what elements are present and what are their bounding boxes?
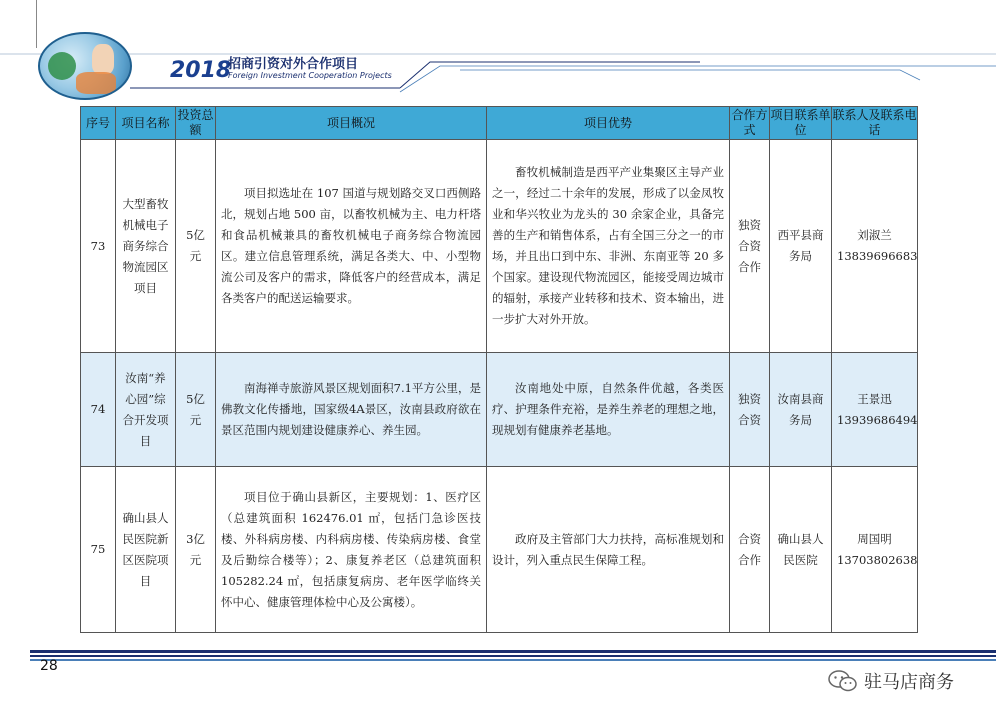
- col-header-cooperation: 合作方式: [730, 107, 770, 140]
- cell-unit: 确山县人民医院: [770, 467, 832, 633]
- watermark: [828, 668, 954, 694]
- table-header-row: [81, 107, 918, 140]
- cell-no: 74: [81, 353, 116, 467]
- cell-contact: [832, 353, 918, 467]
- contact-name: 刘淑兰: [857, 228, 892, 242]
- col-header-no: 序号: [81, 107, 116, 140]
- page-number: 28: [40, 658, 58, 674]
- cell-investment: 3亿元: [176, 467, 216, 633]
- cell-advantage: 汝南地处中原，自然条件优越，各类医疗、护理条件充裕，是养生养老的理想之地，现规划有健康养老基地。: [487, 353, 730, 467]
- projects-table: [80, 106, 918, 633]
- cell-no: 73: [81, 140, 116, 353]
- cell-investment: 5亿元: [176, 353, 216, 467]
- contact-phone: 13839696683: [837, 249, 918, 263]
- cell-project-name: 大型畜牧机械电子商务综合物流园区项目: [116, 140, 176, 353]
- header-decoration: [0, 40, 996, 110]
- cell-investment: 5亿元: [176, 140, 216, 353]
- cell-unit: 汝南县商务局: [770, 353, 832, 467]
- col-header-unit: 项目联系单位: [770, 107, 832, 140]
- header-title-english: Foreign Investment Cooperation Projects: [228, 71, 392, 80]
- cell-advantage: 畜牧机械制造是西平产业集聚区主导产业之一，经过二十余年的发展，形成了以金凤牧业和华兴牧业为龙头的 30 余家企业，具备完善的生产和销售体系，占有全国三分之一的市场，并且出口到中东、非洲、东南亚等 20 多个国家。建设现代物流园区，能接受周边城市的辐射，承接产业转移和技术、资本输出，进一步扩大对外开放。: [487, 140, 730, 353]
- col-header-name: 项目名称: [116, 107, 176, 140]
- header-title: 招商引资对外合作项目: [228, 57, 359, 72]
- contact-name: 周国明: [857, 531, 892, 546]
- table-row: [81, 467, 918, 633]
- col-header-overview: 项目概况: [216, 107, 487, 140]
- cell-cooperation: 独资合资: [730, 353, 770, 467]
- footer-decoration: [0, 640, 996, 670]
- cell-cooperation: 合资合作: [730, 467, 770, 633]
- table-row: [81, 353, 918, 467]
- cell-project-name: 确山县人民医院新区医院项目: [116, 467, 176, 633]
- cell-cooperation: 独资合资合作: [730, 140, 770, 353]
- col-header-investment: 投资总额: [176, 107, 216, 140]
- watermark-text: 驻马店商务: [864, 672, 954, 693]
- cell-overview: 南海禅寺旅游风景区规划面积7.1平方公里，是佛教文化传播地，国家级4A景区，汝南县政府欲在景区范围内规划建设健康养心、养生园。: [216, 353, 487, 467]
- col-header-contact: 联系人及联系电话: [832, 107, 918, 140]
- cell-advantage: 政府及主管部门大力扶持，高标准规划和设计，列入重点民生保障工程。: [487, 467, 730, 633]
- table-row: [81, 140, 918, 353]
- wechat-icon: [828, 670, 858, 692]
- cell-no: 75: [81, 467, 116, 633]
- contact-phone: 13939686494: [837, 412, 918, 427]
- header-logo-image: [38, 32, 132, 100]
- cell-contact: [832, 140, 918, 353]
- contact-name: 王景迅: [857, 391, 892, 406]
- cell-project-name: 汝南“养心园”综合开发项目: [116, 353, 176, 467]
- cell-overview: 项目拟选址在 107 国道与规划路交叉口西侧路北，规划占地 500 亩，以畜牧机械为主、电力杆塔和食品机械兼具的畜牧机械电子商务综合物流园区。建立信息管理系统，满足各类大、中、小型物流公司及客户的需求，降低客户的经营成本，满足各类客户的配送运输要求。: [216, 140, 487, 353]
- contact-phone: 13703802638: [837, 552, 918, 567]
- header-year: 2018: [170, 58, 232, 83]
- cell-unit: 西平县商务局: [770, 140, 832, 353]
- cell-overview: 项目位于确山县新区，主要规划：1、医疗区（总建筑面积 162476.01 ㎡，包括门急诊医技楼、外科病房楼、内科病房楼、传染病房楼、食堂及后勤综合楼等）；2、康复养老区（总建筑面积 105282.24 ㎡，包括康复病房、老年医学临终关怀中心、健康管理体检中心及公寓楼）。: [216, 467, 487, 633]
- col-header-advantage: 项目优势: [487, 107, 730, 140]
- cell-contact: [832, 467, 918, 633]
